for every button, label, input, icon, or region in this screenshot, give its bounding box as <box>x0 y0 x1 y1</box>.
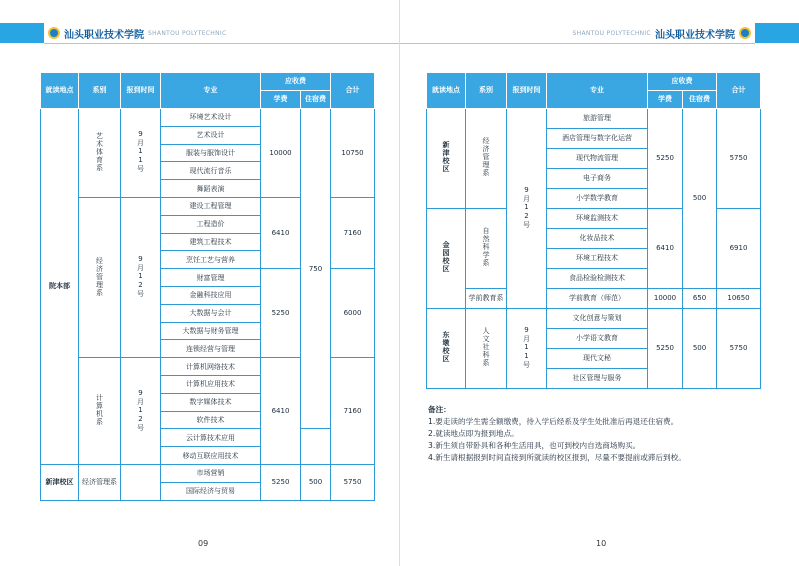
major-cell: 软件技术 <box>161 411 261 429</box>
campus-main: 院本部 <box>41 109 79 465</box>
total-cell: 7160 <box>331 197 375 268</box>
tuition-cell: 10000 <box>261 109 301 198</box>
major-cell: 艺术设计 <box>161 126 261 144</box>
school-name-cn: 汕头职业技术学院 <box>64 29 144 41</box>
campus-xinjin: 新津校区 <box>442 141 451 174</box>
fee-table-left <box>40 72 375 501</box>
major-cell: 云计算技术应用 <box>161 429 261 447</box>
header-dept: 系别 <box>79 73 121 109</box>
major-cell: 电子商务 <box>547 169 648 189</box>
page-header <box>48 24 226 42</box>
school-name-en: SHANTOU POLYTECHNIC <box>572 29 651 37</box>
note-item: 4.新生请根据报到时间直接到所就读的校区报到，尽量不要提前或滞后到校。 <box>428 453 686 462</box>
dept-computer: 计算机系 <box>95 394 104 427</box>
school-name-en: SHANTOU POLYTECHNIC <box>148 29 227 37</box>
school-name-cn: 汕头职业技术学院 <box>655 29 735 41</box>
header-lodging: 住宿费 <box>301 91 331 109</box>
header-lodging: 住宿费 <box>683 91 717 109</box>
major-cell: 环境艺术设计 <box>161 109 261 127</box>
header-rule <box>400 43 755 44</box>
header-major: 专业 <box>161 73 261 109</box>
campus-jinyuan: 金园校区 <box>442 241 451 274</box>
header-reg-time: 报到时间 <box>507 73 547 109</box>
header-major: 专业 <box>547 73 648 109</box>
lodging-cell: 650 <box>683 289 717 309</box>
note-item: 2.就读地点即为报到地点。 <box>428 429 519 438</box>
major-cell: 食品检验检测技术 <box>547 269 648 289</box>
reg-time: 9月12号 <box>522 185 531 229</box>
major-cell: 计算机应用技术 <box>161 375 261 393</box>
major-cell: 小学语文教育 <box>547 329 648 349</box>
tuition-cell: 10000 <box>648 289 683 309</box>
major-cell: 化妆品技术 <box>547 229 648 249</box>
major-cell: 环境监测技术 <box>547 209 648 229</box>
major-cell: 现代流行音乐 <box>161 162 261 180</box>
major-cell: 文化创意与策划 <box>547 309 648 329</box>
header-campus: 就读地点 <box>41 73 79 109</box>
page-number: 10 <box>596 539 607 548</box>
lodging-cell: 500 <box>683 309 717 389</box>
header-rule <box>44 43 399 44</box>
header-total: 合计 <box>331 73 375 109</box>
major-cell: 数字媒体技术 <box>161 393 261 411</box>
header-fees: 应收费 <box>261 73 331 91</box>
major-cell: 计算机网络技术 <box>161 358 261 376</box>
reg-time: 9月12号 <box>136 255 145 299</box>
lodging-cell: 750 <box>301 109 331 429</box>
total-cell: 5750 <box>717 309 761 389</box>
major-cell: 现代文秘 <box>547 349 648 369</box>
dept-art-sports: 艺术体育系 <box>95 131 104 172</box>
dept-humanities: 人文社科系 <box>482 327 491 368</box>
major-cell: 酒店管理与数字化运营 <box>547 129 648 149</box>
reg-time: 9月11号 <box>522 325 531 369</box>
total-cell: 6000 <box>331 269 375 358</box>
header-reg-time: 报到时间 <box>121 73 161 109</box>
major-cell: 工程造价 <box>161 215 261 233</box>
dept-econ-mgmt: 经济管理系 <box>482 137 491 178</box>
total-cell: 10750 <box>331 109 375 198</box>
dept-econ-mgmt: 经济管理系 <box>79 464 121 500</box>
total-cell: 6910 <box>717 209 761 289</box>
major-cell: 市场营销 <box>161 464 261 482</box>
tuition-cell: 5250 <box>648 109 683 209</box>
notes-block <box>428 404 768 464</box>
school-logo-icon <box>739 27 751 39</box>
lodging-cell: 500 <box>301 464 331 500</box>
header-tuition: 学费 <box>261 91 301 109</box>
major-cell: 旅游管理 <box>547 109 648 129</box>
tuition-cell: 5250 <box>261 464 301 500</box>
major-cell: 现代物流管理 <box>547 149 648 169</box>
major-cell: 建筑工程技术 <box>161 233 261 251</box>
note-item: 3.新生须自带卧具和各种生活用具，也可到校内自选商场购买。 <box>428 441 641 450</box>
page-number: 09 <box>198 539 209 548</box>
tuition-cell: 5250 <box>261 269 301 358</box>
total-cell: 5750 <box>717 109 761 209</box>
reg-time: 9月11号 <box>136 130 145 174</box>
major-cell: 大数据与会计 <box>161 304 261 322</box>
header-total: 合计 <box>717 73 761 109</box>
major-cell: 移动互联应用技术 <box>161 447 261 465</box>
tuition-cell: 6410 <box>648 209 683 289</box>
dept-preschool: 学前教育系 <box>466 289 507 309</box>
header-accent-bar <box>0 23 44 43</box>
major-cell: 大数据与财务管理 <box>161 322 261 340</box>
note-item: 1.要走读的学生需全额缴费，待入学后经系及学生处批准后再退还住宿费。 <box>428 417 679 426</box>
campus-xinjin: 新津校区 <box>41 464 79 500</box>
page-header <box>573 24 751 42</box>
school-logo-icon <box>48 27 60 39</box>
lodging-cell: 500 <box>683 109 717 289</box>
major-cell: 舞蹈表演 <box>161 180 261 198</box>
major-cell: 烹饪工艺与营养 <box>161 251 261 269</box>
tuition-cell: 5250 <box>648 309 683 389</box>
major-cell: 服装与服饰设计 <box>161 144 261 162</box>
total-cell: 7160 <box>331 358 375 465</box>
header-campus: 就读地点 <box>427 73 466 109</box>
total-cell: 10650 <box>717 289 761 309</box>
dept-natural-science: 自然科学系 <box>482 227 491 268</box>
tuition-cell: 6410 <box>261 197 301 268</box>
campus-dongdun: 东墩校区 <box>442 331 451 364</box>
header-tuition: 学费 <box>648 91 683 109</box>
major-cell: 财富管理 <box>161 269 261 287</box>
major-cell: 学前教育（师范） <box>547 289 648 309</box>
tuition-cell: 6410 <box>261 358 301 465</box>
header-fees: 应收费 <box>648 73 717 91</box>
fee-table-right <box>426 72 761 389</box>
major-cell: 环境工程技术 <box>547 249 648 269</box>
header-accent-bar <box>755 23 799 43</box>
major-cell: 连锁经营与管理 <box>161 340 261 358</box>
major-cell: 国际经济与贸易 <box>161 482 261 500</box>
major-cell: 社区管理与服务 <box>547 369 648 389</box>
reg-time: 9月12号 <box>136 388 145 432</box>
dept-econ-mgmt: 经济管理系 <box>95 256 104 297</box>
major-cell: 建设工程管理 <box>161 197 261 215</box>
major-cell: 金融科技应用 <box>161 286 261 304</box>
notes-title: 备注： <box>428 405 451 414</box>
major-cell: 小学数学教育 <box>547 189 648 209</box>
header-dept: 系别 <box>466 73 507 109</box>
total-cell: 5750 <box>331 464 375 500</box>
right-page <box>400 0 799 566</box>
